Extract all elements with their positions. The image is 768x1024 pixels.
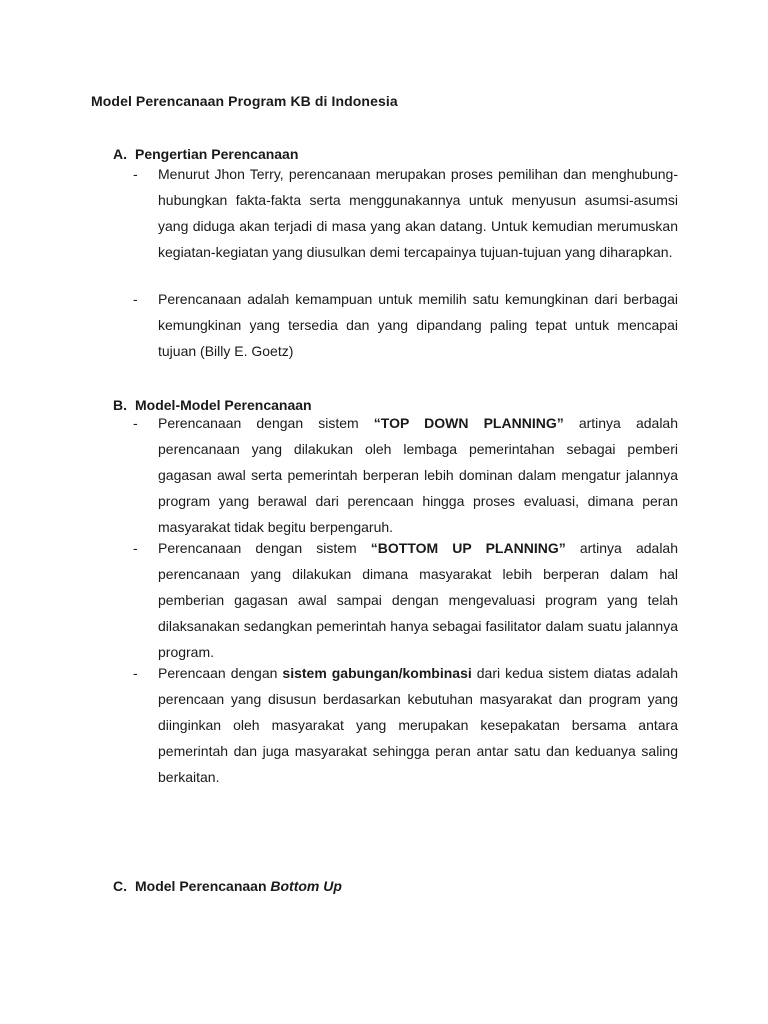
- section-c-letter: C.: [113, 878, 127, 894]
- section-b-title: Model-Model Perencanaan: [135, 397, 312, 413]
- bullet-text-rest: dari kedua sistem diatas adalah perencaan yang disusun berdasarkan kebutuhan masyarakat dan program yang diinginkan oleh masyarakat yang merupakan kesepakatan bersama antara pemerintah dan juga masyarakat sehingga peran antar satu dan keduanya saling berkaitan.: [158, 665, 678, 785]
- bullet-dash: -: [133, 166, 138, 182]
- section-b-bullet-3: [133, 660, 678, 790]
- section-b-letter: B.: [113, 397, 127, 413]
- document-title: Model Perencanaan Program KB di Indonesia: [91, 93, 398, 109]
- bullet-dash: -: [133, 540, 138, 556]
- section-a-title: Pengertian Perencanaan: [135, 146, 299, 162]
- bullet-dash: -: [133, 665, 138, 681]
- bullet-text-lead: Perencanaan dengan sistem: [158, 415, 374, 431]
- section-c-heading: [113, 878, 342, 894]
- section-a-letter: A.: [113, 146, 127, 162]
- bullet-text: [158, 535, 678, 665]
- bullet-dash: -: [133, 415, 138, 431]
- bullet-text-lead: Perencanaan dengan sistem: [158, 540, 371, 556]
- bullet-text-rest: artinya adalah perencanaan yang dilakukan dimana masyarakat lebih berperan dalam hal pemberian gagasan awal sampai dengan mengevaluasi program yang telah dilaksanakan sedangkan pemerintah hanya sebagai fasilitator dalam suatu jalannya program.: [158, 540, 678, 660]
- bullet-text-emphasis: sistem gabungan/kombinasi: [282, 665, 472, 681]
- bullet-text-lead: Perencaan dengan: [158, 665, 283, 681]
- section-c-title: Model Perencanaan: [135, 878, 271, 894]
- section-b-bullet-2: [133, 535, 678, 665]
- section-a-bullet-1: [133, 161, 678, 265]
- section-c-title-italic: Bottom Up: [270, 878, 342, 894]
- bullet-text: Menurut Jhon Terry, perencanaan merupakan proses pemilihan dan menghubung-hubungkan fakta-fakta serta menggunakannya untuk menyusun asumsi-asumsi yang diduga akan terjadi di masa yang akan datang. Untuk kemudian merumuskan kegiatan-kegiatan yang diusulkan demi tercapainya tujuan-tujuan yang diharapkan.: [158, 166, 678, 260]
- bullet-text-emphasis: “TOP DOWN PLANNING”: [373, 415, 564, 431]
- bullet-text: [158, 410, 678, 540]
- section-b-bullet-1: [133, 410, 678, 540]
- bullet-text: [158, 660, 678, 790]
- section-a-heading: [113, 146, 298, 162]
- bullet-text-emphasis: “BOTTOM UP PLANNING”: [370, 540, 566, 556]
- section-a-bullet-2: [133, 286, 678, 364]
- bullet-dash: -: [133, 291, 138, 307]
- bullet-text: Perencanaan adalah kemampuan untuk memilih satu kemungkinan dari berbagai kemungkinan yang tersedia dan yang dipandang paling tepat untuk mencapai tujuan (Billy E. Goetz): [158, 291, 678, 359]
- bullet-text-rest: artinya adalah perencanaan yang dilakukan oleh lembaga pemerintahan sebagai pemberi gagasan awal serta pemerintah berperan lebih dominan dalam mengatur jalannya program yang berawal dari perencaan hingga proses evaluasi, dimana peran masyarakat tidak begitu berpengaruh.: [158, 415, 678, 535]
